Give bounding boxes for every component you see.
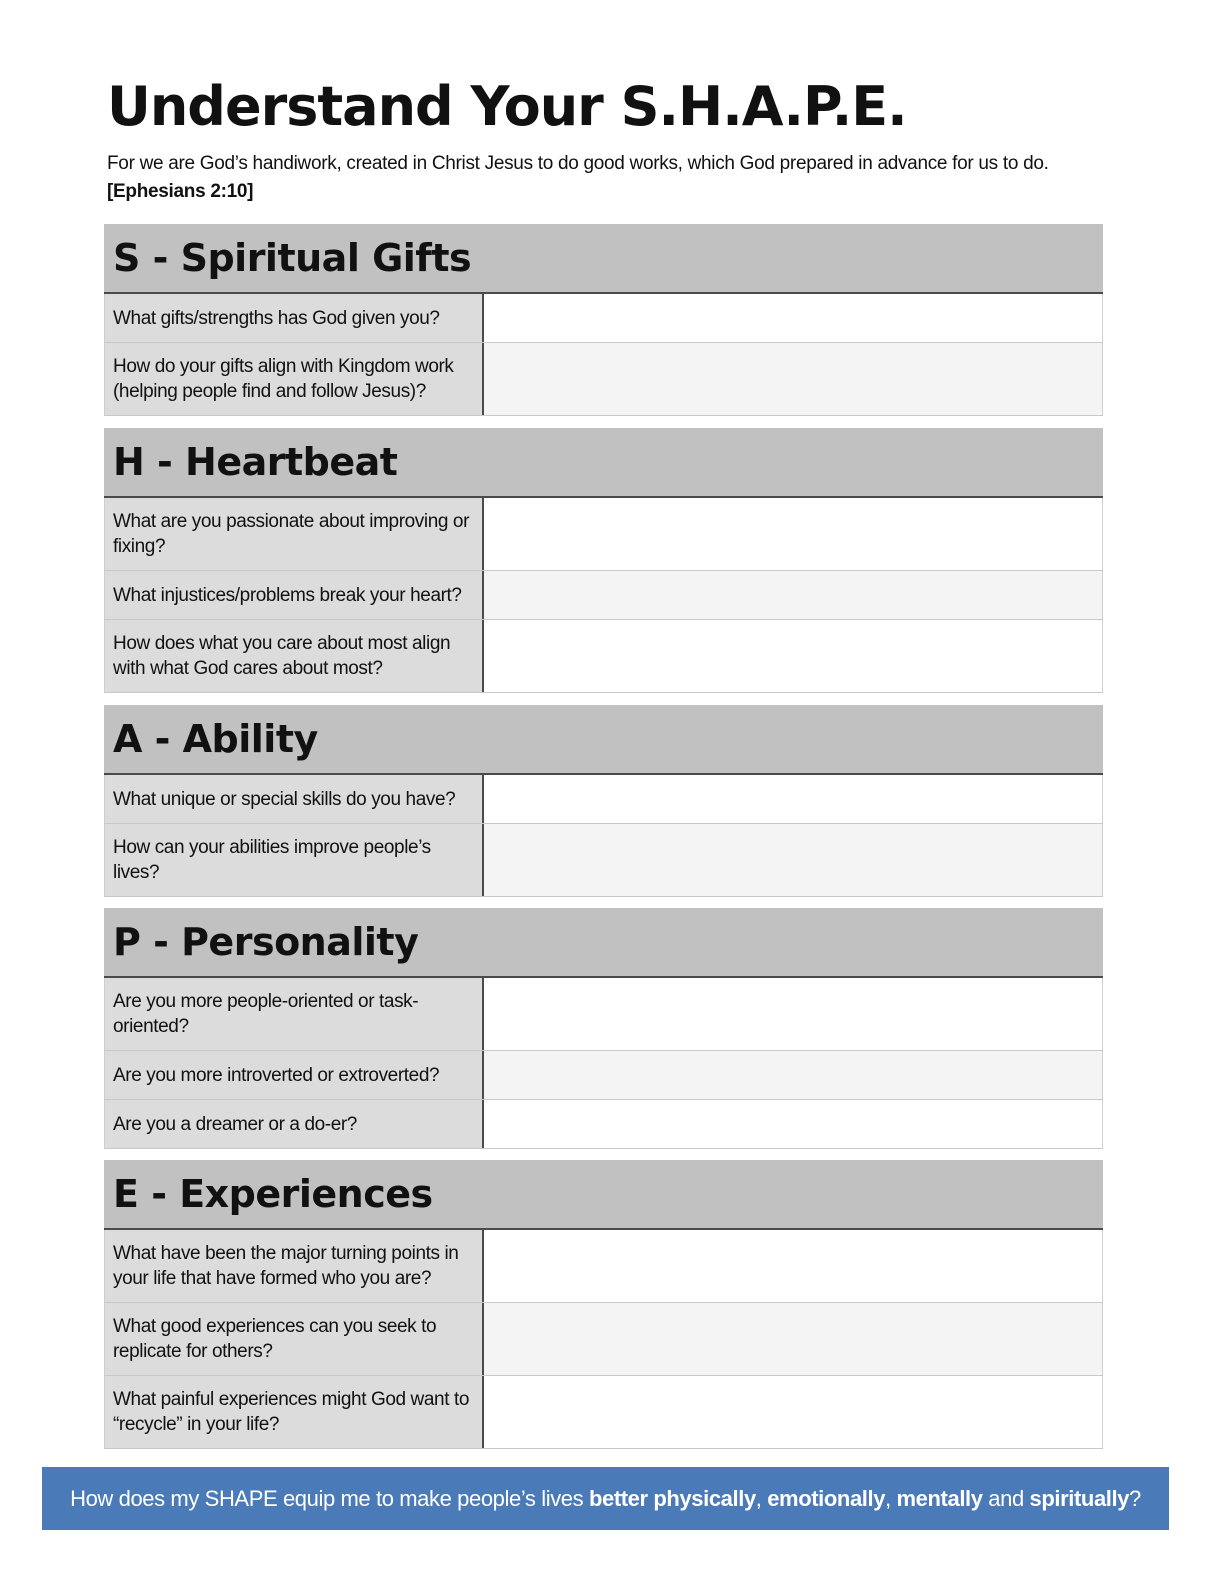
section-title: H - Heartbeat xyxy=(113,440,398,484)
footer-bold-spiritually: spiritually xyxy=(1029,1485,1130,1511)
question-label: What unique or special skills do you have? xyxy=(104,775,484,823)
scripture-verse xyxy=(107,150,1107,206)
question-label: What gifts/strengths has God given you? xyxy=(104,294,484,342)
section-header xyxy=(104,908,1103,978)
section-title: P - Personality xyxy=(113,920,419,964)
answer-field[interactable] xyxy=(484,620,1103,692)
page-title: Understand Your S.H.A.P.E. xyxy=(107,75,907,138)
question-row xyxy=(104,978,1103,1051)
section-spiritual-gifts xyxy=(104,224,1103,416)
verse-reference: [Ephesians 2:10] xyxy=(107,181,254,202)
question-row xyxy=(104,294,1103,343)
answer-field[interactable] xyxy=(484,1051,1103,1099)
section-personality xyxy=(104,908,1103,1149)
answer-field[interactable] xyxy=(484,1303,1103,1375)
answer-field[interactable] xyxy=(484,571,1103,619)
footer-prefix: How does my SHAPE equip me to make people’s lives xyxy=(70,1485,589,1511)
question-row xyxy=(104,1376,1103,1449)
answer-field[interactable] xyxy=(484,824,1103,896)
footer-bold-physically: better physically xyxy=(588,1485,756,1511)
section-header xyxy=(104,705,1103,775)
question-label: Are you more introverted or extroverted? xyxy=(104,1051,484,1099)
section-title: S - Spiritual Gifts xyxy=(113,236,472,280)
answer-field[interactable] xyxy=(484,343,1103,415)
section-header xyxy=(104,428,1103,498)
section-heartbeat xyxy=(104,428,1103,693)
question-row xyxy=(104,824,1103,897)
footer-suffix: ? xyxy=(1129,1485,1141,1511)
question-label: Are you more people-oriented or task-oriented? xyxy=(104,978,484,1050)
section-title: A - Ability xyxy=(113,717,318,761)
question-row xyxy=(104,620,1103,693)
answer-field[interactable] xyxy=(484,1230,1103,1302)
question-label: What are you passionate about improving or fixing? xyxy=(104,498,484,570)
question-label: What have been the major turning points in your life that have formed who you are? xyxy=(104,1230,484,1302)
question-row xyxy=(104,1230,1103,1303)
verse-text: For we are God’s handiwork, created in Christ Jesus to do good works, which God prepared in advance for us to do. xyxy=(107,153,1049,174)
section-ability xyxy=(104,705,1103,897)
question-row xyxy=(104,571,1103,620)
answer-field[interactable] xyxy=(484,775,1103,823)
answer-field[interactable] xyxy=(484,978,1103,1050)
question-label: How does what you care about most align with what God cares about most? xyxy=(104,620,484,692)
answer-field[interactable] xyxy=(484,294,1103,342)
section-header xyxy=(104,1160,1103,1230)
question-label: How can your abilities improve people’s lives? xyxy=(104,824,484,896)
answer-field[interactable] xyxy=(484,498,1103,570)
question-label: What painful experiences might God want to “recycle” in your life? xyxy=(104,1376,484,1448)
footer-text xyxy=(70,1486,1141,1512)
question-row xyxy=(104,1051,1103,1100)
question-label: What good experiences can you seek to replicate for others? xyxy=(104,1303,484,1375)
question-label: How do your gifts align with Kingdom work (helping people find and follow Jesus)? xyxy=(104,343,484,415)
section-experiences xyxy=(104,1160,1103,1449)
question-row xyxy=(104,1100,1103,1149)
section-header xyxy=(104,224,1103,294)
footer-separator: and xyxy=(982,1485,1030,1511)
question-row xyxy=(104,343,1103,416)
section-title: E - Experiences xyxy=(113,1172,433,1216)
answer-field[interactable] xyxy=(484,1376,1103,1448)
question-row xyxy=(104,498,1103,571)
footer-bold-emotionally: emotionally xyxy=(767,1485,886,1511)
question-row xyxy=(104,775,1103,824)
question-label: What injustices/problems break your heart? xyxy=(104,571,484,619)
question-label: Are you a dreamer or a do-er? xyxy=(104,1100,484,1148)
footer-banner xyxy=(42,1467,1169,1530)
footer-separator: , xyxy=(755,1485,768,1511)
answer-field[interactable] xyxy=(484,1100,1103,1148)
footer-separator: , xyxy=(885,1485,897,1511)
footer-bold-mentally: mentally xyxy=(896,1485,983,1511)
question-row xyxy=(104,1303,1103,1376)
